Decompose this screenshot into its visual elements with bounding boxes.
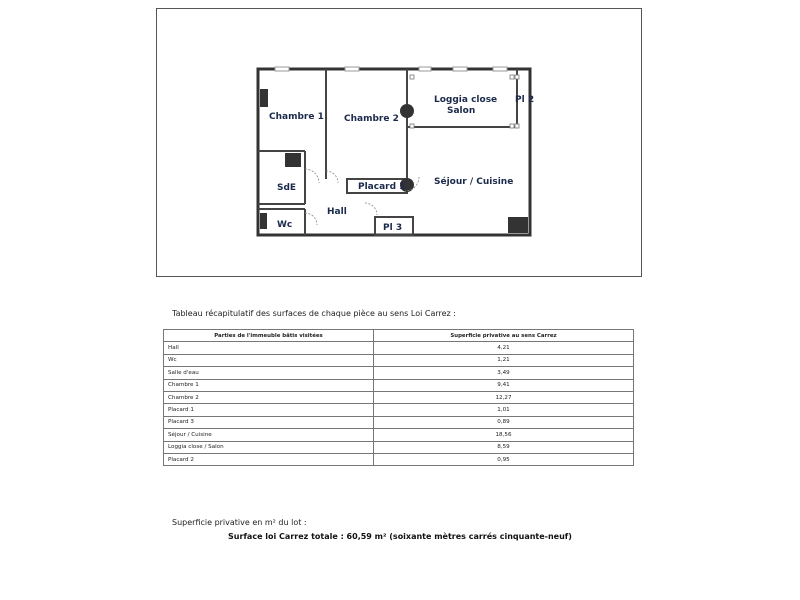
table-header-row xyxy=(164,330,634,342)
table-row xyxy=(164,429,634,441)
table-row xyxy=(164,342,634,354)
row-value: 9,41 xyxy=(374,379,634,391)
table-row xyxy=(164,404,634,416)
room-label-loggia-line1: Loggia close xyxy=(434,95,498,105)
table-row xyxy=(164,367,634,379)
row-name: Chambre 1 xyxy=(164,379,374,391)
superficie-label: Superficie privative en m² du lot : xyxy=(172,518,307,527)
floor-plan xyxy=(156,8,642,277)
table-row xyxy=(164,441,634,453)
header-superficie: Superficie privative au sens Carrez xyxy=(374,330,634,342)
table-row xyxy=(164,379,634,391)
row-name: Loggia close / Salon xyxy=(164,441,374,453)
room-label-placard1: Placard 1 xyxy=(358,182,406,192)
room-label-sejour: Séjour / Cuisine xyxy=(434,177,514,187)
wall-blocks xyxy=(260,89,528,233)
row-value: 3,49 xyxy=(374,367,634,379)
row-value: 0,89 xyxy=(374,416,634,428)
floor-plan-drawing xyxy=(157,9,643,278)
room-label-wc: Wc xyxy=(277,220,293,230)
row-value: 18,56 xyxy=(374,429,634,441)
room-label-hall: Hall xyxy=(327,207,347,217)
room-label-pl2: Pl 2 xyxy=(515,95,535,105)
row-value: 4,21 xyxy=(374,342,634,354)
surface-table xyxy=(163,329,634,466)
interior-walls xyxy=(258,69,519,235)
row-value: 12,27 xyxy=(374,391,634,403)
room-label-sde: SdE xyxy=(277,183,297,193)
table-row xyxy=(164,354,634,366)
row-value: 8,59 xyxy=(374,441,634,453)
table-row xyxy=(164,416,634,428)
row-value: 0,95 xyxy=(374,453,634,465)
row-name: Séjour / Cuisine xyxy=(164,429,374,441)
table-row xyxy=(164,391,634,403)
row-name: Hall xyxy=(164,342,374,354)
row-name: Salle d'eau xyxy=(164,367,374,379)
room-label-pl3: Pl 3 xyxy=(383,223,403,233)
header-parties: Parties de l'immeuble bâtis visitées xyxy=(164,330,374,342)
room-label-chambre2: Chambre 2 xyxy=(344,114,399,124)
row-name: Placard 1 xyxy=(164,404,374,416)
row-name: Wc xyxy=(164,354,374,366)
room-label-loggia-line2: Salon xyxy=(447,106,476,116)
table-caption: Tableau récapitulatif des surfaces de chaque pièce au sens Loi Carrez : xyxy=(172,309,456,318)
row-value: 1,01 xyxy=(374,404,634,416)
row-name: Placard 2 xyxy=(164,453,374,465)
row-name: Chambre 2 xyxy=(164,391,374,403)
room-label-chambre1: Chambre 1 xyxy=(269,112,324,122)
row-value: 1,21 xyxy=(374,354,634,366)
total-surface: Surface loi Carrez totale : 60,59 m² (soixante mètres carrés cinquante-neuf) xyxy=(228,532,572,541)
table-row xyxy=(164,453,634,465)
row-name: Placard 3 xyxy=(164,416,374,428)
